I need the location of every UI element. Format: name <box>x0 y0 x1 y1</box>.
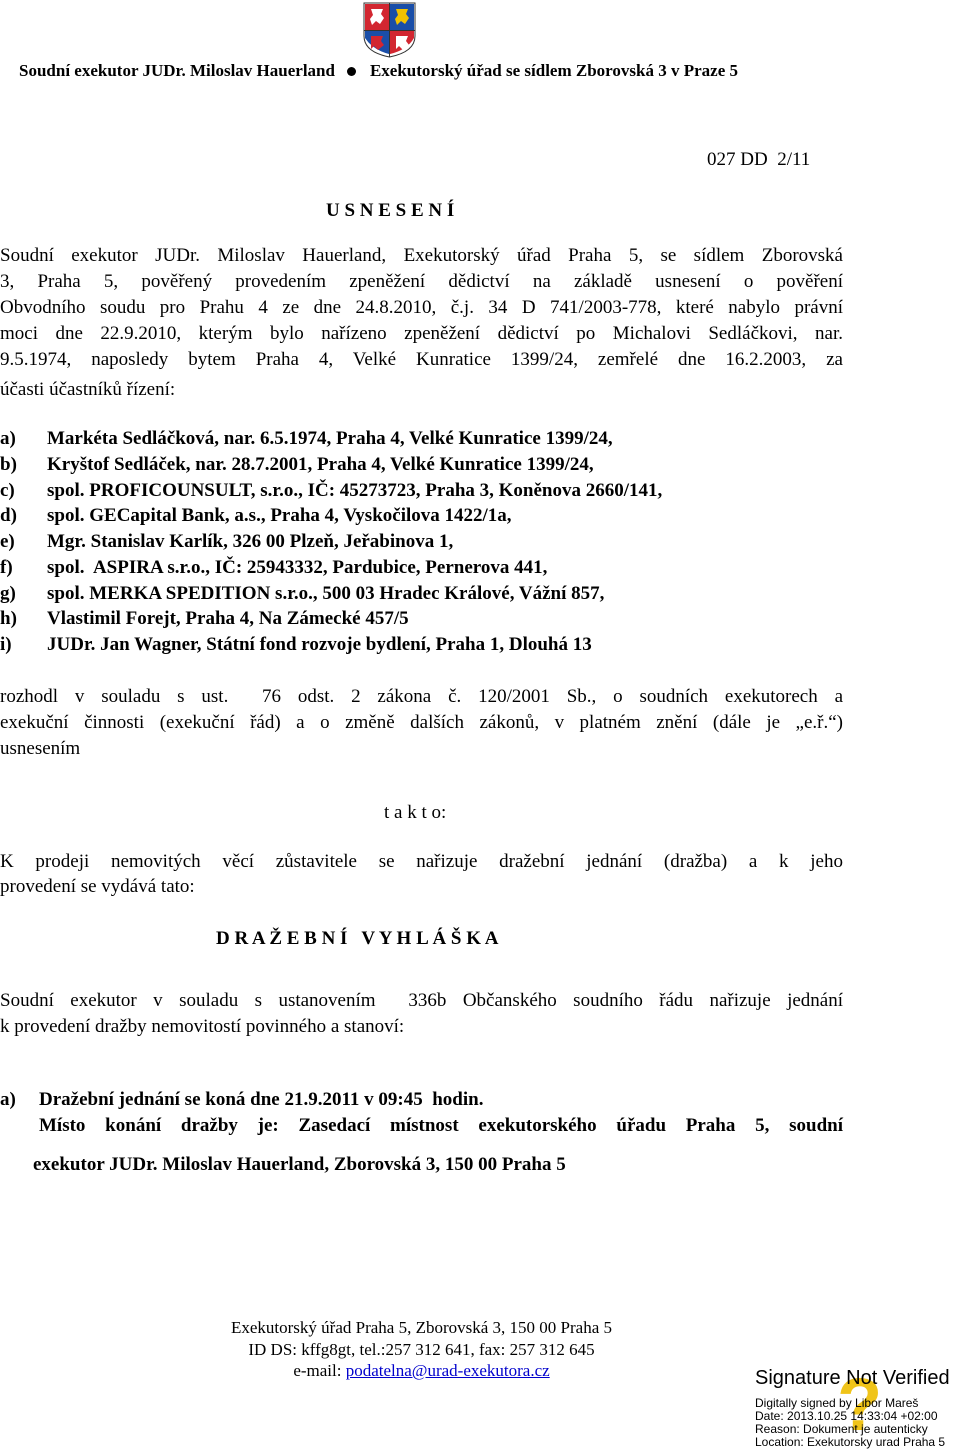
list-item <box>0 454 594 476</box>
letterhead-executor: Soudní exekutor JUDr. Miloslav Hauerland <box>19 61 335 80</box>
list-text: spol. ASPIRA s.r.o., IČ: 25943332, Pardubice, Pernerova 441, <box>47 557 548 578</box>
footer-contact: ID DS: kffg8gt, tel.:257 312 641, fax: 257 312 645 <box>248 1340 595 1359</box>
letterhead-office: Exekutorský úřad se sídlem Zborovská 3 v Praze 5 <box>369 61 739 80</box>
list-text: spol. PROFICOUNSULT, s.r.o., IČ: 45273723, Praha 3, Koněnova 2660/141, <box>47 480 663 501</box>
intro-line: Soudní exekutor JUDr. Miloslav Hauerland, Exekutorský úřad Praha 5, se sídlem Zborovská <box>0 245 843 266</box>
list-text: Vlastimil Forejt, Praha 4, Na Zámecké 457/5 <box>47 608 409 629</box>
list-item <box>0 531 453 553</box>
list-item <box>0 480 662 502</box>
sale-line: provedení se vydává tato: <box>0 876 195 897</box>
intro-line: 9.5.1974, naposledy bytem Praha 4, Velké Kunratice 1399/24, zemřelé dne 16.2.2003, za <box>0 349 843 370</box>
decision-line: usnesením <box>0 738 81 759</box>
list-text: JUDr. Jan Wagner, Státní fond rozvoje bydlení, Praha 1, Dlouhá 13 <box>47 634 592 655</box>
list-text: Markéta Sedláčková, nar. 6.5.1974, Praha 4, Velké Kunratice 1399/24, <box>47 428 613 449</box>
document-title: U S N E S E N Í <box>326 200 455 221</box>
case-number: 027 DD 2/11 <box>707 149 811 170</box>
list-label: h) <box>0 608 17 629</box>
bullet-icon <box>347 67 356 76</box>
list-item <box>0 583 604 605</box>
auction-title: D R A Ž E B N Í V Y H L Á Š K A <box>216 928 499 949</box>
intro-line: Obvodního soudu pro Prahu 4 ze dne 24.8.2010, č.j. 34 D 741/2003-778, které nabylo právní <box>0 297 843 318</box>
point-line: Dražební jednání se koná dne 21.9.2011 v 09:45 hodin. <box>39 1089 484 1110</box>
point-line: Místo konání dražby je: Zasedací místnost exekutorského úřadu Praha 5, soudní <box>39 1115 843 1136</box>
takto-heading: t a k t o: <box>384 802 447 823</box>
intro-line: moci dne 22.9.2010, kterým bylo nařízeno zpeněžení dědictví po Michalovi Sedláčkovi, nar. <box>0 323 843 344</box>
letterhead <box>19 61 738 81</box>
list-label: d) <box>0 505 17 526</box>
list-label: f) <box>0 557 13 578</box>
list-label: g) <box>0 583 16 604</box>
point-line: exekutor JUDr. Miloslav Hauerland, Zborovská 3, 150 00 Praha 5 <box>33 1154 566 1175</box>
email-link[interactable]: podatelna@urad-exekutora.cz <box>345 1361 550 1380</box>
sale-line: K prodeji nemovitých věcí zůstavitele se nařizuje dražební jednání (dražba) a k jeho <box>0 851 843 872</box>
list-item <box>0 557 547 579</box>
list-item <box>0 505 512 527</box>
decision-line: rozhodl v souladu s ust. 76 odst. 2 zákona č. 120/2001 Sb., o soudních exekutorech a <box>0 686 843 707</box>
list-label: e) <box>0 531 15 552</box>
list-item <box>0 428 613 450</box>
digital-signature[interactable] <box>755 1363 960 1450</box>
list-label: a) <box>0 428 16 449</box>
list-text: Kryštof Sedláček, nar. 28.7.2001, Praha 4, Velké Kunratice 1399/24, <box>47 454 594 475</box>
footer-email <box>0 1360 843 1381</box>
list-item <box>0 634 592 656</box>
question-mark-icon: ? <box>837 1363 883 1446</box>
signature-signed-by: Digitally signed by Libor Mareš <box>755 1396 919 1410</box>
footer-address: Exekutorský úřad Praha 5, Zborovská 3, 150 00 Praha 5 <box>230 1318 612 1337</box>
signature-reason: Reason: Dokument je autenticky <box>755 1422 928 1436</box>
order-line: Soudní exekutor v souladu s ustanovením 336b Občanského soudního řádu nařizuje jednání <box>0 990 843 1011</box>
intro-line: 3, Praha 5, pověřený provedením zpeněžení dědictví na základě usnesení o pověření <box>0 271 843 292</box>
list-text: spol. GECapital Bank, a.s., Praha 4, Vyskočilova 1422/1a, <box>47 505 512 526</box>
footer-email-label: e-mail: <box>293 1361 346 1380</box>
list-label: c) <box>0 480 15 501</box>
intro-line: účasti účastníků řízení: <box>0 379 176 400</box>
signature-date: Date: 2013.10.25 14:33:04 +02:00 <box>755 1409 938 1423</box>
signature-status: Signature Not Verified <box>755 1367 950 1389</box>
list-text: spol. MERKA SPEDITION s.r.o., 500 03 Hradec Králové, Vážní 857, <box>47 583 605 604</box>
list-label: b) <box>0 454 17 475</box>
list-text: Mgr. Stanislav Karlík, 326 00 Plzeň, Jeřabinova 1, <box>47 531 454 552</box>
list-item <box>0 608 409 630</box>
list-label: i) <box>0 634 12 655</box>
point-label: a) <box>0 1089 16 1110</box>
coat-of-arms-logo <box>363 2 416 58</box>
order-line: k provedení dražby nemovitostí povinného a stanoví: <box>0 1016 405 1037</box>
decision-line: exekuční činnosti (exekuční řád) a o změně dalších zákonů, v platném znění (dále je „e.ř.“) <box>0 712 843 733</box>
signature-location: Location: Exekutorsky urad Praha 5 <box>755 1435 946 1449</box>
